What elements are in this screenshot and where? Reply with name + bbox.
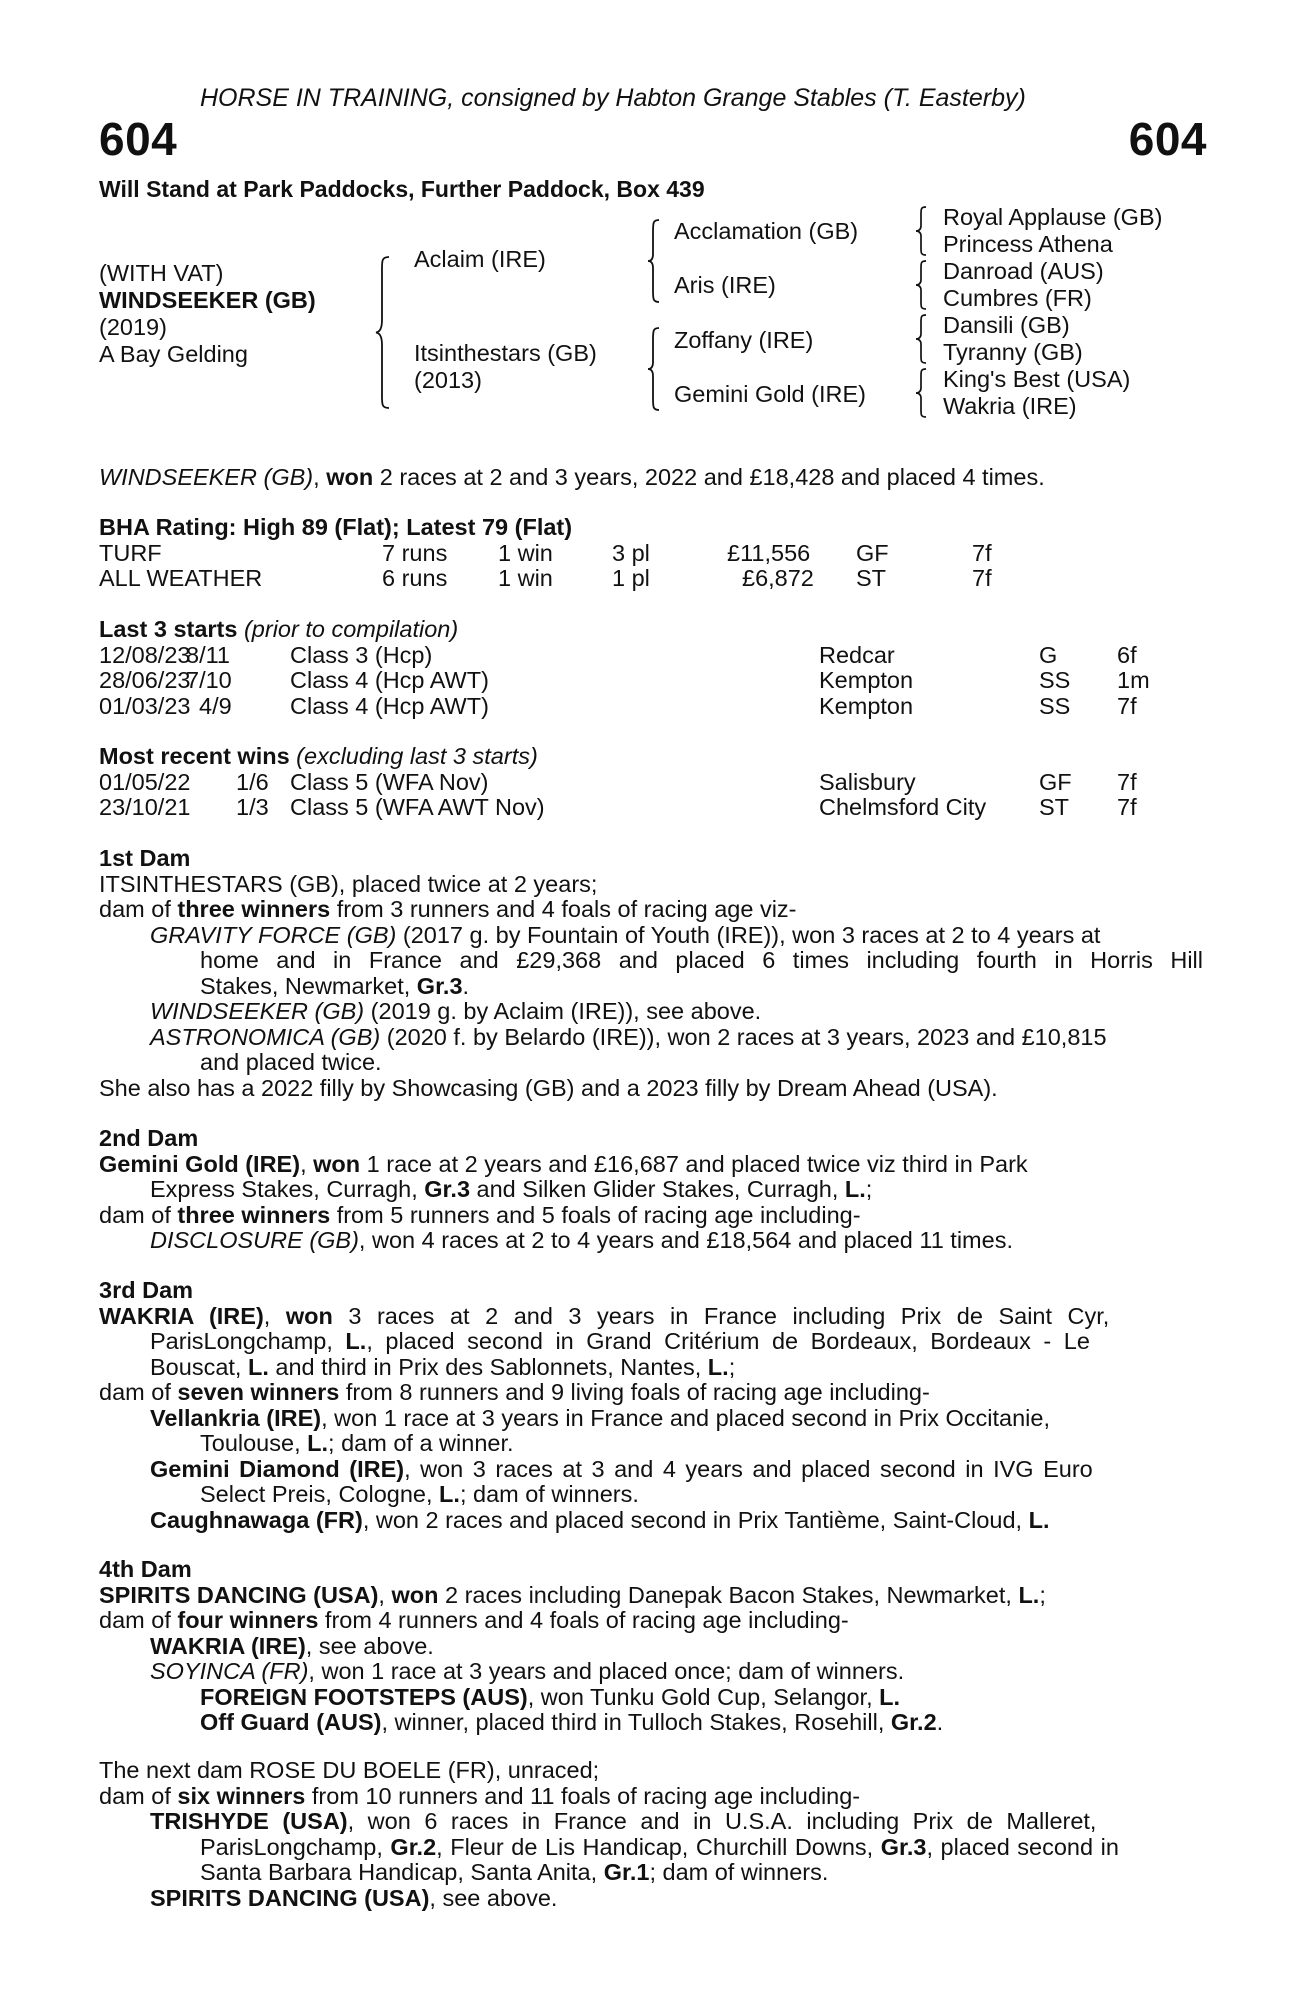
produce-line	[99, 1431, 1203, 1457]
summary-rest: 2 races at 2 and 3 years, 2022 and £18,428 and placed 4 times.	[373, 464, 1045, 490]
summary-won: won	[326, 464, 374, 490]
text: , see above.	[305, 1632, 434, 1659]
grade: L.	[307, 1430, 329, 1456]
brace-g3-3	[913, 313, 929, 365]
dam-sire-sire: Dansili (GB)	[943, 312, 1070, 338]
sire-dam-sire: Danroad (AUS)	[943, 258, 1104, 284]
win-going: ST	[1039, 794, 1070, 820]
text: Toulouse,	[200, 1430, 308, 1456]
text: .	[462, 972, 470, 999]
produce-astronomica	[99, 1025, 1203, 1051]
text: ParisLongchamp,	[150, 1328, 346, 1354]
produce-name: WAKRIA (IRE)	[150, 1632, 306, 1659]
third-dam-line	[99, 1355, 1203, 1381]
start-race: Class 4 (Hcp AWT)	[290, 667, 489, 693]
produce-windseeker	[99, 999, 1203, 1025]
produce-off-guard	[99, 1710, 1203, 1736]
dam-name: SPIRITS DANCING (USA)	[99, 1581, 379, 1608]
brace-dam	[645, 326, 663, 412]
rating-wins: 1 win	[498, 565, 553, 591]
text: Bouscat,	[150, 1353, 248, 1380]
start-distance: 6f	[1117, 641, 1137, 668]
start-going: SS	[1039, 692, 1071, 719]
rating-going: ST	[856, 565, 887, 591]
dam-year: (2013)	[414, 367, 482, 393]
lot-number-right: 604	[1128, 113, 1207, 165]
text: Santa Barbara Handicap, Santa Anita,	[200, 1859, 604, 1885]
text: ;	[728, 1353, 736, 1380]
produce-name: Vellankria (IRE)	[150, 1404, 322, 1431]
produce-name: ASTRONOMICA (GB)	[150, 1023, 381, 1050]
summary-comma: ,	[313, 464, 327, 490]
brace-sire	[645, 218, 663, 304]
text: , won 3 races at 3 and 4 years and placed second in IVG Euro	[404, 1455, 1093, 1482]
stand-location: Will Stand at Park Paddocks, Further Paddock, Box 439	[99, 176, 705, 202]
second-dam-line	[99, 1152, 1203, 1178]
win-going: GF	[1039, 768, 1072, 795]
start-row	[99, 668, 1203, 694]
text: , won 6 races in France and in U.S.A. including Prix de Malleret,	[347, 1808, 1097, 1834]
grade: Gr.2	[890, 1709, 937, 1735]
horse-name: WINDSEEKER (GB)	[99, 287, 316, 313]
produce-disclosure	[99, 1228, 1203, 1254]
text: ;	[1039, 1581, 1046, 1608]
text: and Silken Glider Stakes, Curragh,	[470, 1176, 845, 1202]
rating-distance: 7f	[972, 565, 992, 591]
rating-placed: 1 pl	[612, 565, 650, 591]
win-position: 1/6	[236, 768, 269, 795]
win-distance: 7f	[1117, 794, 1137, 820]
produce-soyinca	[99, 1659, 1203, 1685]
win-date: 23/10/21	[99, 794, 191, 820]
lot-number-left: 604	[99, 113, 178, 165]
win-position: 1/3	[236, 794, 269, 820]
dam-sire-dam: Tyranny (GB)	[943, 339, 1083, 365]
text: ;	[865, 1176, 873, 1202]
dam-dam-sire: King's Best (USA)	[943, 366, 1131, 392]
produce-foreign-footsteps	[99, 1685, 1203, 1711]
win-race: Class 5 (WFA AWT Nov)	[290, 794, 545, 820]
win-course: Salisbury	[819, 768, 916, 795]
rating-section	[99, 515, 1203, 592]
rating-runs: 7 runs	[382, 539, 448, 566]
produce-line	[99, 974, 1203, 1000]
grade: L.	[707, 1353, 729, 1380]
winners-count: six winners	[177, 1782, 306, 1809]
won: won	[285, 1302, 333, 1329]
first-dam-produce	[99, 897, 1203, 923]
produce-caughnawaga	[99, 1508, 1203, 1534]
start-row	[99, 643, 1203, 669]
last3-title: Last 3 starts	[99, 616, 238, 642]
text: ; dam of a winner.	[328, 1430, 514, 1456]
text: ,	[263, 1302, 286, 1329]
winners-count: three winners	[177, 896, 331, 922]
second-dam-section	[99, 1126, 1203, 1254]
text: Stakes, Newmarket,	[200, 972, 417, 999]
rating-surface: ALL WEATHER	[99, 565, 263, 591]
second-dam-line	[99, 1177, 1203, 1203]
third-dam-produce	[99, 1380, 1203, 1406]
text: , Fleur de Lis Handicap, Churchill Downs,	[436, 1833, 881, 1860]
start-date: 28/06/23	[99, 667, 191, 693]
won: won	[391, 1581, 439, 1608]
produce-name: GRAVITY FORCE (GB)	[150, 921, 397, 948]
produce-spirits-dancing	[99, 1886, 1203, 1912]
rating-runs: 6 runs	[382, 565, 448, 591]
fourth-dam-line	[99, 1583, 1203, 1609]
next-dam-line: The next dam ROSE DU BOELE (FR), unraced;	[99, 1757, 600, 1783]
rating-distance: 7f	[972, 539, 992, 566]
produce-name: WINDSEEKER (GB)	[150, 998, 365, 1024]
brace-g3-1	[913, 205, 929, 257]
produce-wakria	[99, 1634, 1203, 1660]
text: , winner, placed third in Tulloch Stakes, Rosehill,	[381, 1709, 891, 1735]
produce-line	[99, 1860, 1203, 1886]
first-dam-title: 1st Dam	[99, 845, 191, 871]
start-distance: 1m	[1117, 667, 1150, 693]
produce-name: Gemini Diamond (IRE)	[150, 1455, 405, 1482]
text: ; dam of winners.	[649, 1859, 829, 1885]
rating-wins: 1 win	[498, 539, 553, 566]
produce-name: TRISHYDE (USA)	[150, 1808, 348, 1834]
text: dam of	[99, 1379, 178, 1405]
consignment-line: HORSE IN TRAINING, consigned by Habton Grange Stables (T. Easterby)	[200, 84, 1026, 112]
winners-count: four winners	[177, 1607, 319, 1633]
sire-sire-dam: Princess Athena	[943, 231, 1113, 257]
horse-year: (2019)	[99, 314, 167, 340]
brace-g3-2	[913, 259, 929, 311]
text: ; dam of winners.	[459, 1481, 639, 1507]
dam-name: Gemini Gold (IRE)	[99, 1150, 301, 1177]
grade: L.	[1018, 1581, 1040, 1608]
won: won	[313, 1150, 361, 1177]
sire-dam-dam: Cumbres (FR)	[943, 285, 1092, 311]
recent-heading	[99, 744, 1203, 770]
fourth-dam-produce	[99, 1608, 1203, 1634]
start-position: 8/11	[186, 641, 230, 668]
produce-line: home and in France and £29,368 and placed 6 times including fourth in Horris Hill	[200, 947, 1203, 973]
fourth-dam-section	[99, 1557, 1203, 1736]
grade: L.	[439, 1481, 460, 1507]
produce-name: SPIRITS DANCING (USA)	[150, 1884, 430, 1911]
summary-horse: WINDSEEKER (GB)	[99, 464, 314, 490]
recent-note: (excluding last 3 starts)	[289, 743, 538, 769]
produce-name: FOREIGN FOOTSTEPS (AUS)	[200, 1683, 528, 1710]
produce-gemini-diamond	[99, 1457, 1203, 1483]
text: Express Stakes, Curragh,	[150, 1176, 425, 1202]
text: (2017 g. by Fountain of Youth (IRE)), won 3 races at 2 to 4 years at	[396, 921, 1101, 948]
sire-dam: Aris (IRE)	[674, 272, 776, 298]
text: , placed second in Grand Critérium de Bordeaux, Bordeaux - Le	[366, 1328, 1090, 1354]
produce-name: DISCLOSURE (GB)	[150, 1227, 359, 1253]
text: from 5 runners and 5 foals of racing age including-	[330, 1201, 861, 1228]
brace-g3-4	[913, 367, 929, 419]
text: , see above.	[429, 1884, 558, 1911]
start-distance: 7f	[1117, 692, 1137, 719]
start-going: G	[1039, 641, 1058, 668]
grade: Gr.3	[880, 1833, 927, 1860]
start-race: Class 3 (Hcp)	[290, 641, 433, 668]
first-dam-section	[99, 846, 1203, 1101]
text: from 4 runners and 4 foals of racing age including-	[318, 1607, 849, 1633]
brace-gen1	[373, 255, 395, 410]
recent-wins-section	[99, 744, 1203, 821]
horse-description: A Bay Gelding	[99, 341, 248, 367]
grade: L.	[247, 1353, 269, 1380]
text: dam of	[99, 1607, 178, 1633]
text: from 10 runners and 11 foals of racing age including-	[305, 1782, 861, 1809]
race-summary	[99, 465, 1045, 491]
second-dam-title: 2nd Dam	[99, 1125, 199, 1151]
produce-name: Caughnawaga (FR)	[150, 1506, 363, 1533]
dam-name: Itsinthestars (GB)	[414, 340, 597, 366]
dam-dam: Gemini Gold (IRE)	[674, 381, 866, 407]
text: ,	[300, 1150, 314, 1177]
produce-line: and placed twice.	[200, 1049, 382, 1075]
start-going: SS	[1039, 667, 1071, 693]
text: from 3 runners and 4 foals of racing age viz-	[330, 896, 797, 922]
text: 1 race at 2 years and £16,687 and placed twice viz third in Park	[360, 1150, 1028, 1177]
text: , won 1 race at 3 years and placed once; dam of winners.	[308, 1658, 905, 1684]
pedigree-horse	[99, 260, 316, 368]
text: ,	[378, 1581, 392, 1608]
grade: Gr.3	[416, 972, 463, 999]
text: , won 2 races and placed second in Prix Tantième, Saint-Cloud,	[362, 1506, 1029, 1533]
rating-surface: TURF	[99, 539, 162, 566]
produce-line	[99, 1482, 1203, 1508]
grade: L.	[345, 1328, 367, 1354]
produce-gravity-force	[99, 923, 1203, 949]
text: 3 races at 2 and 3 years in France including Prix de Saint Cyr,	[332, 1302, 1110, 1329]
text: from 8 runners and 9 living foals of racing age including-	[339, 1379, 930, 1405]
produce-trishyde	[99, 1809, 1203, 1835]
rating-row-turf	[99, 541, 1203, 567]
text: dam of	[99, 896, 178, 922]
start-position: 4/9	[199, 692, 232, 719]
winners-count: seven winners	[177, 1379, 340, 1405]
vat-note: (WITH VAT)	[99, 260, 224, 286]
last-3-starts-section	[99, 617, 1203, 719]
sire-sire-sire: Royal Applause (GB)	[943, 204, 1163, 230]
last3-note: (prior to compilation)	[237, 616, 459, 642]
third-dam-title: 3rd Dam	[99, 1277, 194, 1303]
start-date: 01/03/23	[99, 692, 191, 719]
start-race: Class 4 (Hcp AWT)	[290, 692, 489, 719]
sire-sire: Acclamation (GB)	[674, 218, 859, 244]
third-dam-section	[99, 1278, 1203, 1533]
second-dam-produce	[99, 1203, 1203, 1229]
dam-name: WAKRIA (IRE)	[99, 1302, 264, 1329]
next-dam-section	[99, 1758, 1203, 1911]
rating-going: GF	[856, 539, 889, 566]
text: (2019 g. by Aclaim (IRE)), see above.	[364, 998, 762, 1024]
rating-prize: £11,556	[727, 539, 811, 566]
text: Select Preis, Cologne,	[200, 1481, 440, 1507]
start-course: Kempton	[819, 667, 914, 693]
win-distance: 7f	[1117, 768, 1137, 795]
dam-dam-dam: Wakria (IRE)	[943, 393, 1077, 419]
text: , won 1 race at 3 years in France and placed second in Prix Occitanie,	[321, 1404, 1050, 1431]
text: , placed second in	[926, 1833, 1119, 1860]
text: 2 races including Danepak Bacon Stakes, Newmarket,	[438, 1581, 1019, 1608]
rating-placed: 3 pl	[612, 539, 650, 566]
produce-name: SOYINCA (FR)	[150, 1658, 309, 1684]
grade: L.	[879, 1683, 901, 1710]
start-row	[99, 694, 1203, 720]
next-dam-produce	[99, 1784, 1203, 1810]
text: .	[936, 1709, 944, 1735]
rating-title: BHA Rating: High 89 (Flat); Latest 79 (Flat)	[99, 514, 573, 540]
win-row	[99, 795, 1203, 821]
start-date: 12/08/23	[99, 641, 191, 668]
rating-row-aw	[99, 566, 1203, 592]
text: (2020 f. by Belardo (IRE)), won 2 races at 3 years, 2023 and £10,815	[380, 1023, 1107, 1050]
first-dam-also: She also has a 2022 filly by Showcasing (GB) and a 2023 filly by Dream Ahead (USA).	[99, 1074, 998, 1101]
recent-title: Most recent wins	[99, 743, 290, 769]
last3-heading	[99, 617, 1203, 643]
win-course: Chelmsford City	[819, 794, 987, 820]
winners-count: three winners	[177, 1201, 331, 1228]
start-course: Kempton	[819, 692, 914, 719]
rating-prize: £6,872	[742, 565, 814, 591]
grade: Gr.2	[390, 1833, 437, 1860]
text: dam of	[99, 1782, 178, 1809]
produce-vellankria	[99, 1406, 1203, 1432]
grade: Gr.1	[603, 1859, 650, 1885]
start-position: 7/10	[186, 667, 232, 693]
text: , won Tunku Gold Cup, Selangor,	[527, 1683, 880, 1710]
win-race: Class 5 (WFA Nov)	[290, 768, 489, 795]
grade: Gr.3	[424, 1176, 471, 1202]
produce-name: Off Guard (AUS)	[200, 1709, 382, 1735]
text: and third in Prix des Sablonnets, Nantes,	[268, 1353, 708, 1380]
sire-name: Aclaim (IRE)	[414, 246, 546, 272]
fourth-dam-title: 4th Dam	[99, 1556, 192, 1582]
text: , won 4 races at 2 to 4 years and £18,564 and placed 11 times.	[358, 1227, 1013, 1253]
win-date: 01/05/22	[99, 768, 191, 795]
win-row	[99, 770, 1203, 796]
first-dam-line: ITSINTHESTARS (GB), placed twice at 2 years;	[99, 870, 598, 897]
grade: L.	[844, 1176, 866, 1202]
produce-line	[99, 1835, 1203, 1861]
text: dam of	[99, 1201, 178, 1228]
dam-sire: Zoffany (IRE)	[674, 327, 814, 353]
grade: L.	[1028, 1506, 1050, 1533]
third-dam-line	[99, 1304, 1203, 1330]
start-course: Redcar	[819, 641, 895, 668]
text: ParisLongchamp,	[200, 1833, 391, 1860]
third-dam-line	[99, 1329, 1203, 1355]
